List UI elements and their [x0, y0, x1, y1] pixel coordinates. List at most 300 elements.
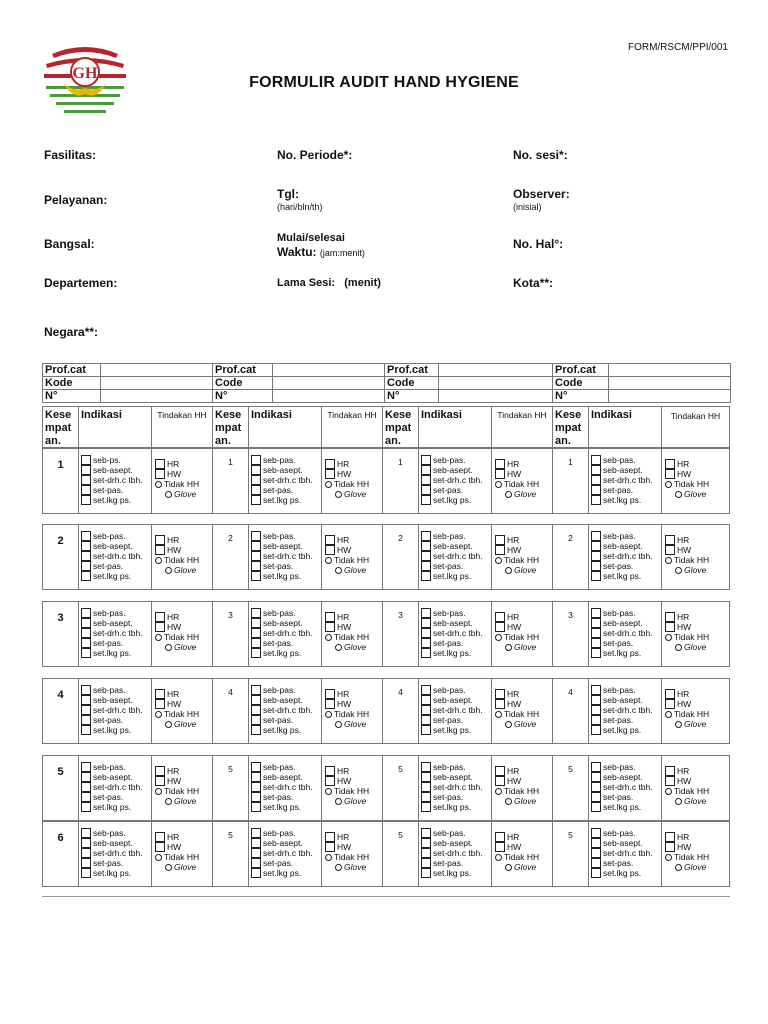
- checkbox-icon[interactable]: [251, 848, 261, 858]
- glove-option[interactable]: Glove: [325, 642, 382, 652]
- checkbox-icon[interactable]: [251, 531, 261, 541]
- indikasi-option[interactable]: set-drh.c tbh.: [251, 848, 321, 858]
- checkbox-icon[interactable]: [325, 469, 335, 479]
- hw-option[interactable]: HW: [665, 776, 729, 786]
- hr-option[interactable]: HR: [495, 612, 552, 622]
- indikasi-option[interactable]: seb-ps.: [81, 455, 151, 465]
- checkbox-icon[interactable]: [665, 545, 675, 555]
- checkbox-icon[interactable]: [665, 469, 675, 479]
- hw-option[interactable]: HW: [665, 469, 729, 479]
- hr-option[interactable]: HR: [325, 766, 382, 776]
- radio-icon[interactable]: [335, 864, 342, 871]
- indikasi-option[interactable]: set-pas.: [591, 858, 661, 868]
- checkbox-icon[interactable]: [81, 782, 91, 792]
- checkbox-icon[interactable]: [591, 618, 601, 628]
- code-value[interactable]: [609, 377, 731, 390]
- checkbox-icon[interactable]: [81, 715, 91, 725]
- radio-icon[interactable]: [495, 557, 502, 564]
- checkbox-icon[interactable]: [251, 648, 261, 658]
- glove-option[interactable]: Glove: [665, 719, 729, 729]
- checkbox-icon[interactable]: [81, 762, 91, 772]
- indikasi-option[interactable]: seb-pas.: [421, 685, 491, 695]
- radio-icon[interactable]: [675, 644, 682, 651]
- checkbox-icon[interactable]: [421, 705, 431, 715]
- hr-option[interactable]: HR: [325, 689, 382, 699]
- checkbox-icon[interactable]: [591, 762, 601, 772]
- indikasi-option[interactable]: seb-pas.: [591, 762, 661, 772]
- hr-option[interactable]: HR: [325, 459, 382, 469]
- checkbox-icon[interactable]: [251, 571, 261, 581]
- tidak-hh-option[interactable]: Tidak HH: [495, 709, 552, 719]
- checkbox-icon[interactable]: [251, 782, 261, 792]
- radio-icon[interactable]: [165, 721, 172, 728]
- indikasi-option[interactable]: seb-asept.: [421, 541, 491, 551]
- indikasi-option[interactable]: seb-asept.: [81, 695, 151, 705]
- tidak-hh-option[interactable]: Tidak HH: [325, 709, 382, 719]
- glove-option[interactable]: Glove: [325, 796, 382, 806]
- checkbox-icon[interactable]: [665, 535, 675, 545]
- indikasi-option[interactable]: set-pas.: [251, 561, 321, 571]
- checkbox-icon[interactable]: [155, 776, 165, 786]
- checkbox-icon[interactable]: [591, 551, 601, 561]
- indikasi-option[interactable]: seb-asept.: [251, 618, 321, 628]
- checkbox-icon[interactable]: [325, 545, 335, 555]
- radio-icon[interactable]: [665, 557, 672, 564]
- checkbox-icon[interactable]: [421, 685, 431, 695]
- hw-option[interactable]: HW: [325, 842, 382, 852]
- indikasi-option[interactable]: seb-asept.: [421, 465, 491, 475]
- checkbox-icon[interactable]: [251, 725, 261, 735]
- glove-option[interactable]: Glove: [665, 642, 729, 652]
- hw-option[interactable]: HW: [665, 545, 729, 555]
- indikasi-option[interactable]: set.lkg ps.: [591, 802, 661, 812]
- tidak-hh-option[interactable]: Tidak HH: [155, 786, 212, 796]
- indikasi-option[interactable]: set-drh.c tbh.: [421, 551, 491, 561]
- checkbox-icon[interactable]: [251, 475, 261, 485]
- indikasi-option[interactable]: set-drh.c tbh.: [251, 705, 321, 715]
- hr-option[interactable]: HR: [495, 766, 552, 776]
- checkbox-icon[interactable]: [81, 848, 91, 858]
- code-value[interactable]: [273, 377, 385, 390]
- checkbox-icon[interactable]: [591, 848, 601, 858]
- indikasi-option[interactable]: seb-asept.: [251, 465, 321, 475]
- checkbox-icon[interactable]: [325, 699, 335, 709]
- hw-option[interactable]: HW: [325, 545, 382, 555]
- indikasi-option[interactable]: set-drh.c tbh.: [251, 628, 321, 638]
- indikasi-option[interactable]: set.lkg ps.: [421, 802, 491, 812]
- indikasi-option[interactable]: seb-asept.: [421, 618, 491, 628]
- radio-icon[interactable]: [495, 854, 502, 861]
- hr-option[interactable]: HR: [155, 459, 212, 469]
- indikasi-option[interactable]: set.lkg ps.: [591, 571, 661, 581]
- radio-icon[interactable]: [495, 481, 502, 488]
- checkbox-icon[interactable]: [591, 782, 601, 792]
- radio-icon[interactable]: [505, 567, 512, 574]
- radio-icon[interactable]: [665, 634, 672, 641]
- checkbox-icon[interactable]: [81, 495, 91, 505]
- checkbox-icon[interactable]: [421, 551, 431, 561]
- checkbox-icon[interactable]: [591, 838, 601, 848]
- indikasi-option[interactable]: seb-pas.: [81, 685, 151, 695]
- radio-icon[interactable]: [335, 721, 342, 728]
- checkbox-icon[interactable]: [81, 618, 91, 628]
- hr-option[interactable]: HR: [155, 766, 212, 776]
- indikasi-option[interactable]: set.lkg ps.: [591, 648, 661, 658]
- radio-icon[interactable]: [325, 634, 332, 641]
- indikasi-option[interactable]: set-drh.c tbh.: [81, 475, 151, 485]
- checkbox-icon[interactable]: [591, 628, 601, 638]
- indikasi-option[interactable]: seb-asept.: [591, 838, 661, 848]
- radio-icon[interactable]: [165, 567, 172, 574]
- indikasi-option[interactable]: set-drh.c tbh.: [81, 848, 151, 858]
- glove-option[interactable]: Glove: [325, 862, 382, 872]
- tidak-hh-option[interactable]: Tidak HH: [495, 632, 552, 642]
- checkbox-icon[interactable]: [421, 571, 431, 581]
- radio-icon[interactable]: [165, 864, 172, 871]
- radio-icon[interactable]: [165, 798, 172, 805]
- checkbox-icon[interactable]: [251, 608, 261, 618]
- checkbox-icon[interactable]: [495, 766, 505, 776]
- checkbox-icon[interactable]: [251, 495, 261, 505]
- hw-option[interactable]: HW: [325, 699, 382, 709]
- hr-option[interactable]: HR: [155, 689, 212, 699]
- checkbox-icon[interactable]: [665, 832, 675, 842]
- checkbox-icon[interactable]: [421, 762, 431, 772]
- indikasi-option[interactable]: set.lkg ps.: [251, 802, 321, 812]
- hr-option[interactable]: HR: [665, 689, 729, 699]
- hw-option[interactable]: HW: [495, 622, 552, 632]
- glove-option[interactable]: Glove: [495, 565, 552, 575]
- checkbox-icon[interactable]: [325, 832, 335, 842]
- indikasi-option[interactable]: set-drh.c tbh.: [81, 782, 151, 792]
- checkbox-icon[interactable]: [155, 469, 165, 479]
- checkbox-icon[interactable]: [591, 475, 601, 485]
- checkbox-icon[interactable]: [421, 782, 431, 792]
- indikasi-option[interactable]: set-drh.c tbh.: [81, 551, 151, 561]
- checkbox-icon[interactable]: [591, 648, 601, 658]
- checkbox-icon[interactable]: [495, 622, 505, 632]
- indikasi-option[interactable]: set-drh.c tbh.: [251, 475, 321, 485]
- checkbox-icon[interactable]: [155, 842, 165, 852]
- checkbox-icon[interactable]: [591, 772, 601, 782]
- glove-option[interactable]: Glove: [155, 489, 212, 499]
- indikasi-option[interactable]: set-drh.c tbh.: [591, 782, 661, 792]
- indikasi-option[interactable]: seb-asept.: [251, 695, 321, 705]
- indikasi-option[interactable]: set.lkg ps.: [81, 648, 151, 658]
- glove-option[interactable]: Glove: [325, 719, 382, 729]
- radio-icon[interactable]: [675, 491, 682, 498]
- indikasi-option[interactable]: seb-asept.: [81, 465, 151, 475]
- indikasi-option[interactable]: seb-asept.: [591, 695, 661, 705]
- indikasi-option[interactable]: seb-pas.: [251, 685, 321, 695]
- checkbox-icon[interactable]: [81, 541, 91, 551]
- checkbox-icon[interactable]: [325, 776, 335, 786]
- hr-option[interactable]: HR: [495, 535, 552, 545]
- indikasi-option[interactable]: set-pas.: [591, 792, 661, 802]
- indikasi-option[interactable]: set-pas.: [81, 561, 151, 571]
- indikasi-option[interactable]: set.lkg ps.: [251, 725, 321, 735]
- indikasi-option[interactable]: seb-pas.: [81, 531, 151, 541]
- hr-option[interactable]: HR: [495, 459, 552, 469]
- indikasi-option[interactable]: seb-asept.: [421, 695, 491, 705]
- checkbox-icon[interactable]: [251, 802, 261, 812]
- indikasi-option[interactable]: set-pas.: [251, 792, 321, 802]
- indikasi-option[interactable]: set.lkg ps.: [81, 802, 151, 812]
- radio-icon[interactable]: [665, 788, 672, 795]
- indikasi-option[interactable]: seb-pas.: [81, 762, 151, 772]
- radio-icon[interactable]: [505, 644, 512, 651]
- glove-option[interactable]: Glove: [665, 862, 729, 872]
- checkbox-icon[interactable]: [591, 495, 601, 505]
- hw-option[interactable]: HW: [495, 699, 552, 709]
- radio-icon[interactable]: [155, 557, 162, 564]
- checkbox-icon[interactable]: [591, 561, 601, 571]
- hw-option[interactable]: HW: [495, 469, 552, 479]
- checkbox-icon[interactable]: [251, 828, 261, 838]
- indikasi-option[interactable]: seb-asept.: [81, 541, 151, 551]
- tidak-hh-option[interactable]: Tidak HH: [495, 852, 552, 862]
- indikasi-option[interactable]: seb-pas.: [591, 531, 661, 541]
- hw-option[interactable]: HW: [325, 469, 382, 479]
- hr-option[interactable]: HR: [155, 535, 212, 545]
- checkbox-icon[interactable]: [325, 689, 335, 699]
- indikasi-option[interactable]: set-drh.c tbh.: [421, 848, 491, 858]
- prof-cat-value[interactable]: [273, 364, 385, 377]
- glove-option[interactable]: Glove: [155, 796, 212, 806]
- checkbox-icon[interactable]: [81, 802, 91, 812]
- indikasi-option[interactable]: set-drh.c tbh.: [421, 705, 491, 715]
- radio-icon[interactable]: [165, 491, 172, 498]
- tidak-hh-option[interactable]: Tidak HH: [325, 852, 382, 862]
- indikasi-option[interactable]: set.lkg ps.: [421, 648, 491, 658]
- tidak-hh-option[interactable]: Tidak HH: [495, 555, 552, 565]
- indikasi-option[interactable]: set-drh.c tbh.: [421, 628, 491, 638]
- checkbox-icon[interactable]: [591, 868, 601, 878]
- checkbox-icon[interactable]: [421, 465, 431, 475]
- indikasi-option[interactable]: set-pas.: [81, 858, 151, 868]
- indikasi-option[interactable]: seb-asept.: [421, 838, 491, 848]
- tidak-hh-option[interactable]: Tidak HH: [155, 709, 212, 719]
- number-value[interactable]: [609, 390, 731, 403]
- checkbox-icon[interactable]: [251, 455, 261, 465]
- checkbox-icon[interactable]: [81, 695, 91, 705]
- glove-option[interactable]: Glove: [495, 489, 552, 499]
- radio-icon[interactable]: [155, 634, 162, 641]
- checkbox-icon[interactable]: [591, 715, 601, 725]
- hw-option[interactable]: HW: [665, 842, 729, 852]
- checkbox-icon[interactable]: [81, 792, 91, 802]
- checkbox-icon[interactable]: [155, 689, 165, 699]
- hr-option[interactable]: HR: [665, 459, 729, 469]
- checkbox-icon[interactable]: [81, 772, 91, 782]
- glove-option[interactable]: Glove: [495, 862, 552, 872]
- radio-icon[interactable]: [335, 491, 342, 498]
- radio-icon[interactable]: [155, 711, 162, 718]
- indikasi-option[interactable]: seb-pas.: [591, 685, 661, 695]
- radio-icon[interactable]: [325, 481, 332, 488]
- checkbox-icon[interactable]: [421, 725, 431, 735]
- hr-option[interactable]: HR: [665, 612, 729, 622]
- checkbox-icon[interactable]: [665, 776, 675, 786]
- indikasi-option[interactable]: set-drh.c tbh.: [591, 705, 661, 715]
- indikasi-option[interactable]: seb-pas.: [421, 762, 491, 772]
- indikasi-option[interactable]: seb-asept.: [81, 772, 151, 782]
- checkbox-icon[interactable]: [155, 459, 165, 469]
- checkbox-icon[interactable]: [495, 545, 505, 555]
- checkbox-icon[interactable]: [591, 455, 601, 465]
- indikasi-option[interactable]: set-pas.: [421, 561, 491, 571]
- hr-option[interactable]: HR: [665, 766, 729, 776]
- checkbox-icon[interactable]: [251, 695, 261, 705]
- indikasi-option[interactable]: set.lkg ps.: [81, 571, 151, 581]
- checkbox-icon[interactable]: [251, 465, 261, 475]
- checkbox-icon[interactable]: [665, 612, 675, 622]
- hw-option[interactable]: HW: [325, 622, 382, 632]
- indikasi-option[interactable]: seb-pas.: [251, 828, 321, 838]
- hr-option[interactable]: HR: [155, 612, 212, 622]
- indikasi-option[interactable]: set-drh.c tbh.: [591, 628, 661, 638]
- indikasi-option[interactable]: set-pas.: [81, 792, 151, 802]
- checkbox-icon[interactable]: [421, 485, 431, 495]
- hw-option[interactable]: HW: [665, 622, 729, 632]
- glove-option[interactable]: Glove: [325, 565, 382, 575]
- hw-option[interactable]: HW: [155, 545, 212, 555]
- checkbox-icon[interactable]: [591, 792, 601, 802]
- tidak-hh-option[interactable]: Tidak HH: [495, 786, 552, 796]
- checkbox-icon[interactable]: [325, 842, 335, 852]
- radio-icon[interactable]: [155, 854, 162, 861]
- checkbox-icon[interactable]: [665, 766, 675, 776]
- tidak-hh-option[interactable]: Tidak HH: [325, 479, 382, 489]
- indikasi-option[interactable]: set.lkg ps.: [421, 868, 491, 878]
- indikasi-option[interactable]: set.lkg ps.: [251, 571, 321, 581]
- checkbox-icon[interactable]: [421, 531, 431, 541]
- tidak-hh-option[interactable]: Tidak HH: [325, 786, 382, 796]
- tidak-hh-option[interactable]: Tidak HH: [155, 479, 212, 489]
- radio-icon[interactable]: [505, 721, 512, 728]
- glove-option[interactable]: Glove: [155, 642, 212, 652]
- indikasi-option[interactable]: seb-pas.: [251, 762, 321, 772]
- checkbox-icon[interactable]: [421, 828, 431, 838]
- checkbox-icon[interactable]: [251, 541, 261, 551]
- radio-icon[interactable]: [165, 644, 172, 651]
- indikasi-option[interactable]: seb-asept.: [251, 838, 321, 848]
- checkbox-icon[interactable]: [81, 868, 91, 878]
- checkbox-icon[interactable]: [251, 772, 261, 782]
- checkbox-icon[interactable]: [81, 648, 91, 658]
- radio-icon[interactable]: [325, 557, 332, 564]
- indikasi-option[interactable]: seb-asept.: [251, 541, 321, 551]
- indikasi-option[interactable]: set-pas.: [421, 792, 491, 802]
- indikasi-option[interactable]: seb-asept.: [251, 772, 321, 782]
- checkbox-icon[interactable]: [325, 622, 335, 632]
- checkbox-icon[interactable]: [251, 705, 261, 715]
- indikasi-option[interactable]: set-pas.: [421, 858, 491, 868]
- glove-option[interactable]: Glove: [665, 565, 729, 575]
- checkbox-icon[interactable]: [421, 838, 431, 848]
- tidak-hh-option[interactable]: Tidak HH: [155, 852, 212, 862]
- indikasi-option[interactable]: set-pas.: [421, 485, 491, 495]
- indikasi-option[interactable]: set.lkg ps.: [251, 495, 321, 505]
- checkbox-icon[interactable]: [251, 715, 261, 725]
- checkbox-icon[interactable]: [81, 628, 91, 638]
- indikasi-option[interactable]: set.lkg ps.: [81, 725, 151, 735]
- code-value[interactable]: [101, 377, 213, 390]
- checkbox-icon[interactable]: [81, 531, 91, 541]
- indikasi-option[interactable]: seb-pas.: [591, 455, 661, 465]
- checkbox-icon[interactable]: [81, 561, 91, 571]
- hw-option[interactable]: HW: [155, 622, 212, 632]
- checkbox-icon[interactable]: [421, 648, 431, 658]
- indikasi-option[interactable]: set-pas.: [421, 638, 491, 648]
- checkbox-icon[interactable]: [591, 608, 601, 618]
- radio-icon[interactable]: [495, 788, 502, 795]
- checkbox-icon[interactable]: [421, 475, 431, 485]
- indikasi-option[interactable]: set-drh.c tbh.: [81, 705, 151, 715]
- checkbox-icon[interactable]: [495, 842, 505, 852]
- indikasi-option[interactable]: seb-pas.: [251, 455, 321, 465]
- glove-option[interactable]: Glove: [155, 719, 212, 729]
- checkbox-icon[interactable]: [81, 485, 91, 495]
- checkbox-icon[interactable]: [251, 485, 261, 495]
- checkbox-icon[interactable]: [421, 848, 431, 858]
- checkbox-icon[interactable]: [665, 842, 675, 852]
- hw-option[interactable]: HW: [665, 699, 729, 709]
- indikasi-option[interactable]: seb-pas.: [251, 608, 321, 618]
- radio-icon[interactable]: [505, 798, 512, 805]
- hw-option[interactable]: HW: [495, 545, 552, 555]
- checkbox-icon[interactable]: [81, 705, 91, 715]
- checkbox-icon[interactable]: [155, 832, 165, 842]
- tidak-hh-option[interactable]: Tidak HH: [155, 632, 212, 642]
- hr-option[interactable]: HR: [665, 832, 729, 842]
- indikasi-option[interactable]: set.lkg ps.: [421, 495, 491, 505]
- glove-option[interactable]: Glove: [155, 565, 212, 575]
- checkbox-icon[interactable]: [325, 459, 335, 469]
- indikasi-option[interactable]: set.lkg ps.: [591, 495, 661, 505]
- checkbox-icon[interactable]: [421, 628, 431, 638]
- checkbox-icon[interactable]: [495, 469, 505, 479]
- checkbox-icon[interactable]: [251, 868, 261, 878]
- tidak-hh-option[interactable]: Tidak HH: [155, 555, 212, 565]
- checkbox-icon[interactable]: [81, 858, 91, 868]
- glove-option[interactable]: Glove: [665, 489, 729, 499]
- indikasi-option[interactable]: set-pas.: [591, 485, 661, 495]
- indikasi-option[interactable]: set-pas.: [591, 638, 661, 648]
- checkbox-icon[interactable]: [591, 485, 601, 495]
- indikasi-option[interactable]: set-drh.c tbh.: [591, 475, 661, 485]
- checkbox-icon[interactable]: [325, 766, 335, 776]
- indikasi-option[interactable]: seb-asept.: [591, 541, 661, 551]
- radio-icon[interactable]: [675, 567, 682, 574]
- tidak-hh-option[interactable]: Tidak HH: [325, 555, 382, 565]
- indikasi-option[interactable]: set-pas.: [81, 485, 151, 495]
- checkbox-icon[interactable]: [251, 638, 261, 648]
- checkbox-icon[interactable]: [495, 535, 505, 545]
- checkbox-icon[interactable]: [495, 699, 505, 709]
- indikasi-option[interactable]: set-pas.: [591, 715, 661, 725]
- checkbox-icon[interactable]: [81, 608, 91, 618]
- indikasi-option[interactable]: seb-pas.: [591, 608, 661, 618]
- indikasi-option[interactable]: set.lkg ps.: [591, 725, 661, 735]
- checkbox-icon[interactable]: [251, 628, 261, 638]
- checkbox-icon[interactable]: [421, 608, 431, 618]
- checkbox-icon[interactable]: [665, 689, 675, 699]
- indikasi-option[interactable]: set-drh.c tbh.: [591, 848, 661, 858]
- checkbox-icon[interactable]: [421, 858, 431, 868]
- glove-option[interactable]: Glove: [495, 642, 552, 652]
- indikasi-option[interactable]: set.lkg ps.: [81, 868, 151, 878]
